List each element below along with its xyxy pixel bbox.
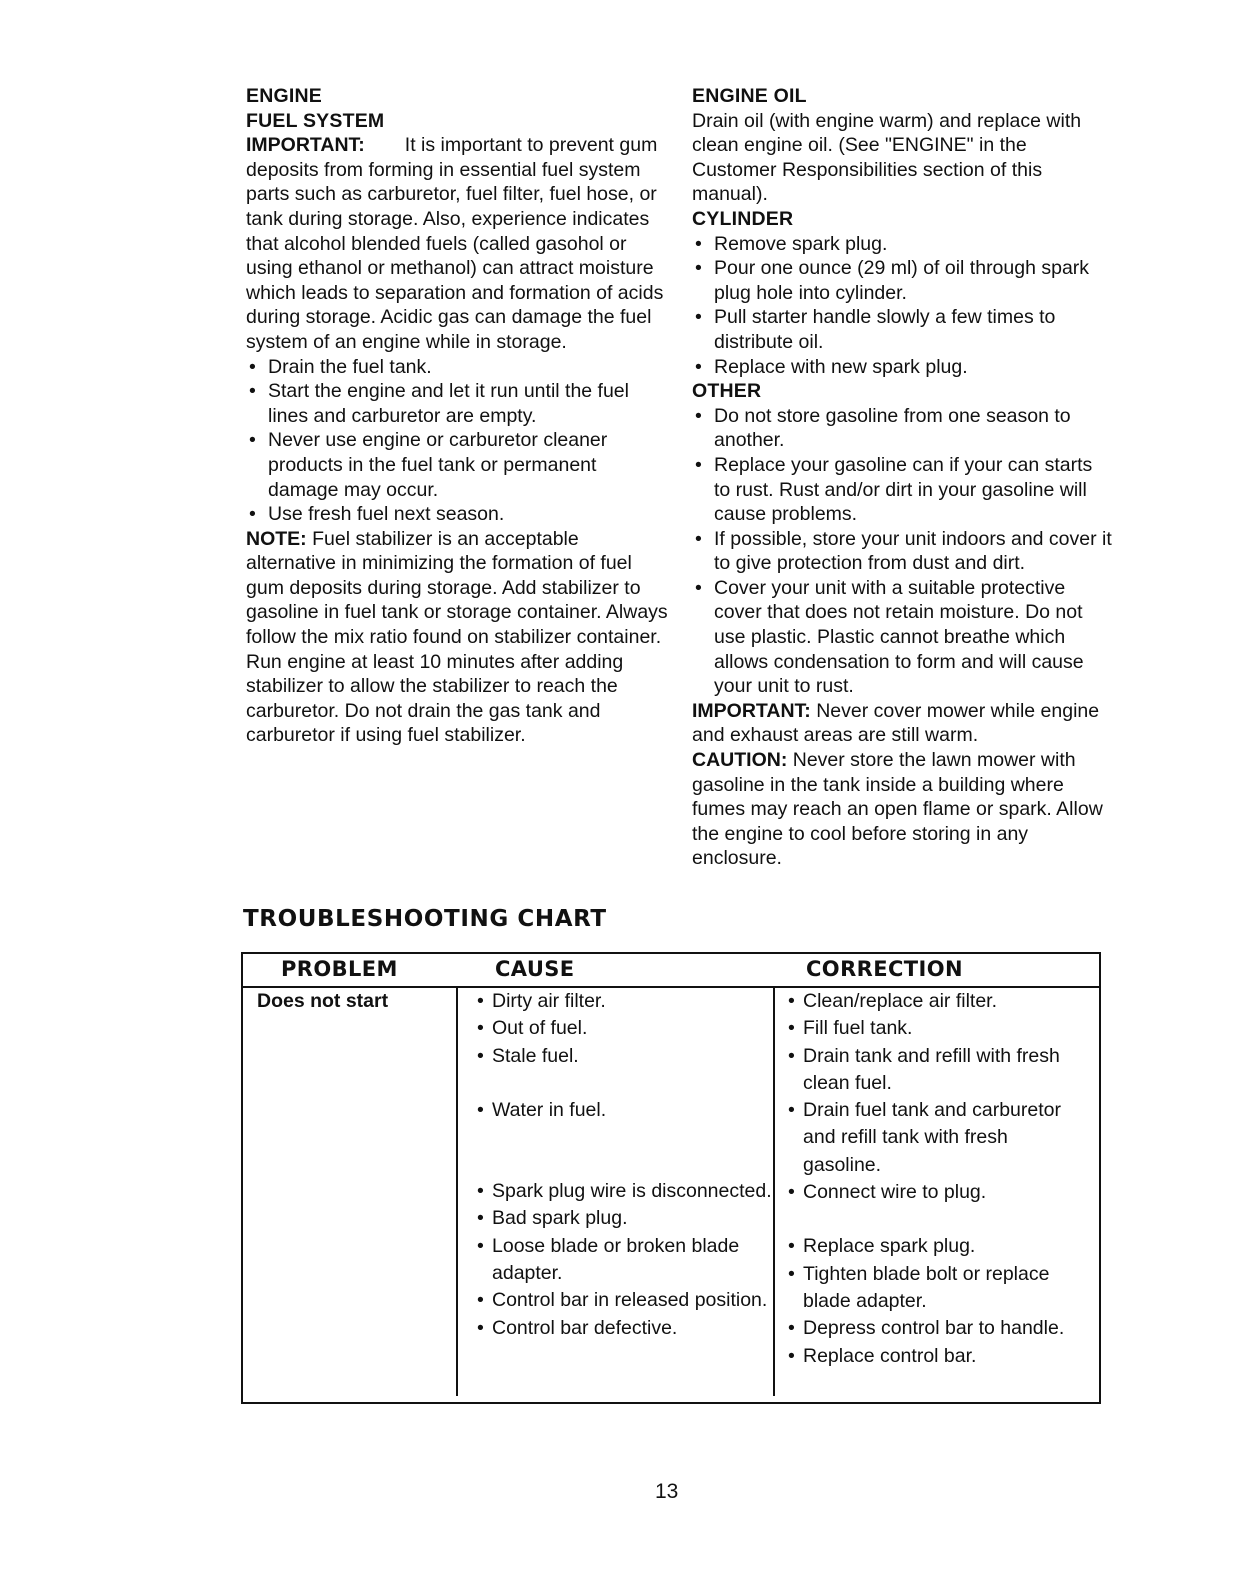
- cause-item: • Control bar in released position.: [475, 1287, 775, 1314]
- column-divider: [456, 988, 458, 1396]
- important-label: IMPORTANT:: [692, 699, 811, 722]
- cause-cell: [475, 988, 775, 1342]
- correction-item: • Replace spark plug.: [786, 1233, 1086, 1260]
- list-item: • Use fresh fuel next season.: [246, 502, 671, 527]
- correction-item: • Drain tank and refill with fresh clean fuel.: [786, 1043, 1086, 1098]
- header-correction: CORRECTION: [806, 957, 963, 981]
- list-item: • Replace with new spark plug.: [692, 355, 1112, 380]
- storage-important-paragraph: [692, 699, 1112, 748]
- fuel-bullet-list: [246, 355, 671, 527]
- engine-heading: ENGINE: [246, 85, 322, 107]
- cause-item: • Spark plug wire is disconnected.: [475, 1178, 775, 1205]
- list-item: • Remove spark plug.: [692, 232, 1112, 257]
- cause-item: • Bad spark plug.: [475, 1205, 775, 1232]
- list-item: • Start the engine and let it run until the fuel lines and carburetor are empty.: [246, 379, 671, 428]
- important-text: It is important to prevent gum deposits from forming in essential fuel system parts such as carburetor, fuel filter, fuel hose, or tank during storage. Also, experience indicates that alcohol blended fuels (called gasohol or using ethanol or methanol) can attract moisture which leads to separation and formation of acids during storage. Acidic gas can damage the fuel system of an engine while in storage.: [246, 134, 664, 353]
- other-bullet-list: [692, 404, 1112, 699]
- table-header-row: [243, 954, 1099, 988]
- caution-paragraph: [692, 748, 1112, 871]
- cylinder-bullet-list: [692, 232, 1112, 380]
- cause-item: • Control bar defective.: [475, 1315, 775, 1342]
- correction-item: • Connect wire to plug.: [786, 1179, 1086, 1206]
- header-problem: PROBLEM: [281, 957, 398, 981]
- cause-item: • Loose blade or broken blade adapter.: [475, 1233, 775, 1288]
- correction-item: • Fill fuel tank.: [786, 1015, 1086, 1042]
- problem-cell: Does not start: [257, 990, 389, 1012]
- troubleshooting-table: [241, 952, 1101, 1404]
- fuel-important-paragraph: [246, 133, 671, 354]
- other-heading: OTHER: [692, 380, 762, 403]
- header-cause: CAUSE: [495, 957, 575, 981]
- caution-text: Never store the lawn mower with gasoline in the tank inside a building where fumes may reach an open flame or spark. Allow the engine to cool before storing in any enclosure.: [692, 749, 1103, 870]
- list-item: • Do not store gasoline from one season to another.: [692, 404, 1112, 453]
- note-paragraph: [246, 527, 671, 748]
- list-item: • Cover your unit with a suitable protective cover that does not retain moisture. Do not use plastic. Plastic cannot breathe which allows condensation to form and will cause your unit to rust.: [692, 576, 1112, 699]
- cause-item: • Water in fuel.: [475, 1097, 775, 1124]
- note-label: NOTE:: [246, 527, 307, 550]
- page-number: 13: [655, 1480, 679, 1503]
- engine-oil-heading: ENGINE OIL: [692, 85, 807, 107]
- troubleshooting-title: TROUBLESHOOTING CHART: [243, 906, 607, 932]
- list-item: • Pull starter handle slowly a few times to distribute oil.: [692, 305, 1112, 354]
- list-item: • Drain the fuel tank.: [246, 355, 671, 380]
- correction-item: • Depress control bar to handle.: [786, 1315, 1086, 1342]
- note-text: Fuel stabilizer is an acceptable alternative in minimizing the formation of fuel gum deposits during storage. Add stabilizer to gasoline in fuel tank or storage container. Always follow the mix ratio found on stabilizer container. Run engine at least 10 minutes after adding stabilizer to allow the stabilizer to reach the carburetor. Do not drain the gas tank and carburetor if using fuel stabilizer.: [246, 527, 668, 747]
- cause-item: • Stale fuel.: [475, 1043, 775, 1070]
- correction-cell: [786, 988, 1086, 1370]
- cause-item: • Out of fuel.: [475, 1015, 775, 1042]
- list-item: • Never use engine or carburetor cleaner products in the fuel tank or permanent damage may occur.: [246, 428, 671, 502]
- cause-item: • Dirty air filter.: [475, 988, 775, 1015]
- correction-item: • Tighten blade bolt or replace blade adapter.: [786, 1261, 1086, 1316]
- correction-item: • Drain fuel tank and carburetor and refill tank with fresh gasoline.: [786, 1097, 1086, 1179]
- list-item: • Pour one ounce (29 ml) of oil through spark plug hole into cylinder.: [692, 256, 1112, 305]
- important-label: IMPORTANT:: [246, 134, 365, 157]
- correction-item: • Clean/replace air filter.: [786, 988, 1086, 1015]
- important-text: Never cover mower while engine and exhaust areas are still warm.: [692, 699, 1100, 747]
- left-column: [246, 84, 671, 748]
- cylinder-heading: CYLINDER: [692, 207, 794, 230]
- engine-oil-text: Drain oil (with engine warm) and replace with clean engine oil. (See "ENGINE" in the Customer Responsibilities section of this manual).: [692, 109, 1082, 206]
- caution-label: CAUTION:: [692, 749, 788, 772]
- right-column: [692, 84, 1112, 871]
- correction-item: • Replace control bar.: [786, 1343, 1086, 1370]
- fuel-system-heading: FUEL SYSTEM: [246, 109, 385, 132]
- list-item: • If possible, store your unit indoors and cover it to give protection from dust and dirt.: [692, 527, 1112, 576]
- list-item: • Replace your gasoline can if your can starts to rust. Rust and/or dirt in your gasoline will cause problems.: [692, 453, 1112, 527]
